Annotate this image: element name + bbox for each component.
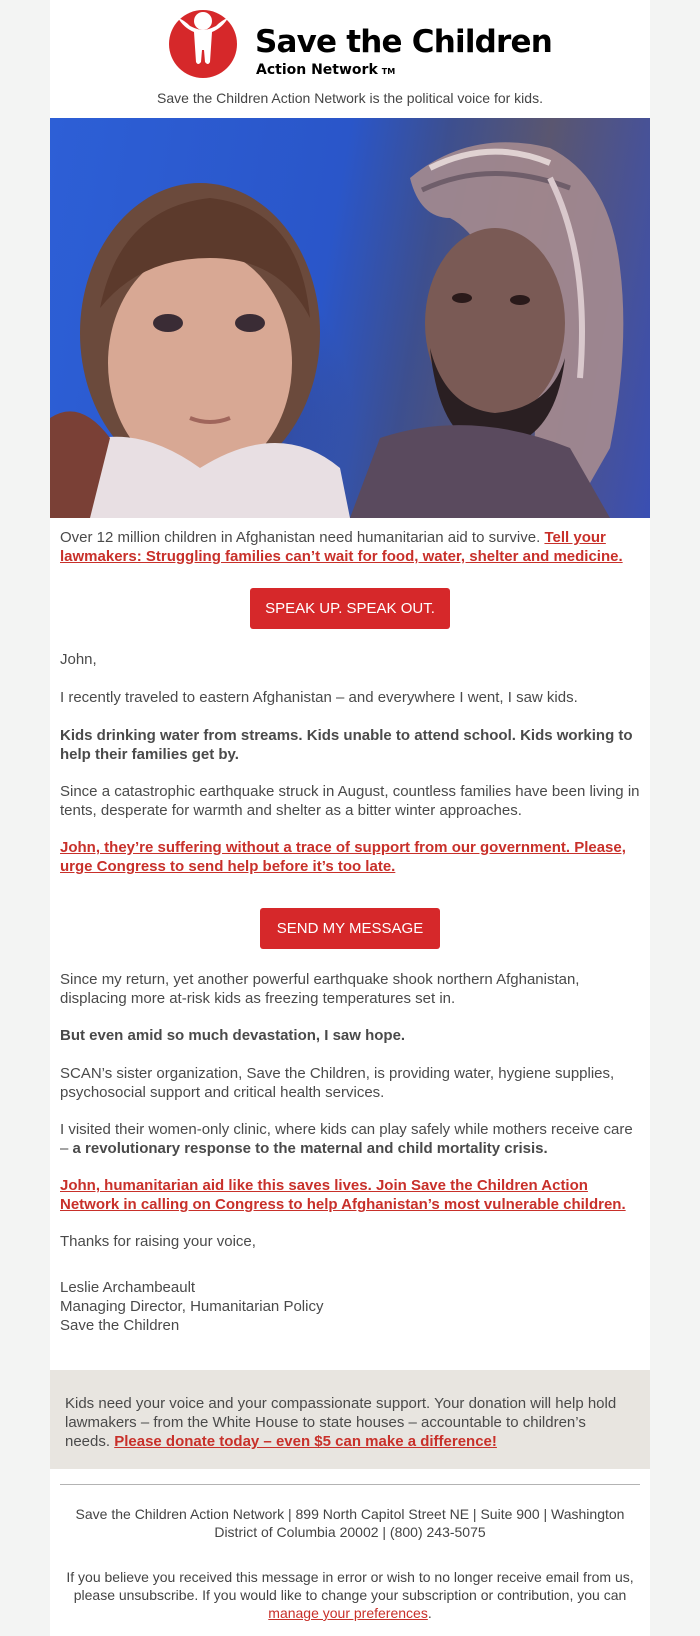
hero-image[interactable] — [50, 118, 650, 518]
letter-link-paragraph-2 — [60, 1176, 640, 1214]
donate-text: Kids need your voice and your compassionate support. Your donation will help hold lawmakers – from the White House to state houses – accountable to children’s needs. — [65, 1395, 617, 1450]
letter-greeting: John, — [60, 651, 97, 668]
clinic-bold-text: a revolutionary response to the maternal and child mortality crisis. — [72, 1140, 548, 1157]
letter-paragraph-travel: I recently traveled to eastern Afghanistan – and everywhere I went, I saw kids. — [60, 689, 578, 706]
clinic-text: I visited their women-only clinic, where kids can play safely while mothers receive care – — [60, 1121, 633, 1157]
unsubscribe-text: If you believe you received this message in error or wish to no longer receive email from us, please unsubscribe. If you would like to change your subscription or contribution, you can — [66, 1569, 634, 1603]
brand-subtitle-text: Action Network — [256, 62, 378, 78]
urge-congress-link[interactable]: John, they’re suffering without a trace of support from our government. Please, urge Congress to send help before it’s too late. — [60, 839, 626, 875]
letter-paragraph-clinic — [60, 1120, 640, 1158]
signature-org: Save the Children — [60, 1317, 180, 1334]
donate-paragraph — [65, 1394, 630, 1451]
intro-paragraph — [60, 528, 640, 566]
brand-subtitle — [256, 62, 395, 78]
signature-name: Leslie Archambeault — [60, 1279, 196, 1296]
signature-block — [60, 1278, 640, 1335]
donate-box — [50, 1370, 650, 1469]
signature-title: Managing Director, Humanitarian Policy — [60, 1298, 324, 1315]
speak-up-button-wrap — [60, 588, 640, 629]
letter-paragraph-hope: But even amid so much devastation, I saw hope. — [60, 1027, 406, 1044]
letter-paragraph-scan: SCAN’s sister organization, Save the Children, is providing water, hygiene supplies, psychosocial support and critical health services. — [60, 1065, 615, 1101]
letter-paragraph-return: Since my return, yet another powerful earthquake shook northern Afghanistan, displacing more at-risk kids as freezing temperatures set in. — [60, 971, 580, 1007]
email-header — [50, 0, 650, 118]
speak-up-button[interactable]: SPEAK UP. SPEAK OUT. — [250, 588, 450, 629]
save-the-children-logo-icon[interactable] — [168, 4, 238, 80]
footer-unsubscribe — [65, 1568, 635, 1622]
tagline: Save the Children Action Network is the political voice for kids. — [157, 90, 543, 106]
hero-photo-illustration — [50, 118, 650, 518]
donate-link[interactable]: Please donate today – even $5 can make a difference! — [114, 1433, 497, 1450]
footer-divider — [60, 1484, 640, 1485]
join-scan-link[interactable]: John, humanitarian aid like this saves lives. Join Save the Children Action Network in calling on Congress to help Afghanistan’s most vulnerable children. — [60, 1177, 626, 1213]
email-container — [50, 0, 650, 1636]
letter-paragraph-earthquake: Since a catastrophic earthquake struck in August, countless families have been living in tents, desperate for warmth and shelter as a bitter winter approaches. — [60, 783, 640, 819]
intro-text: Over 12 million children in Afghanistan need humanitarian aid to survive. — [60, 529, 545, 546]
intro-lawmakers-link[interactable]: Tell your lawmakers: Struggling families can’t wait for food, water, shelter and medicine. — [60, 529, 623, 565]
unsubscribe-period: . — [427, 1605, 432, 1621]
letter-link-paragraph-1 — [60, 838, 640, 876]
send-my-message-button[interactable]: SEND MY MESSAGE — [260, 908, 440, 949]
send-message-button-wrap — [60, 908, 640, 949]
brand-name: Save the Children — [255, 24, 553, 60]
footer-address: Save the Children Action Network | 899 North Capitol Street NE | Suite 900 | Washington District of Columbia 20002 | (800) 243-5075 — [75, 1506, 625, 1540]
letter-paragraph-kids: Kids drinking water from streams. Kids unable to attend school. Kids working to help their families get by. — [60, 727, 633, 763]
trademark-mark: TM — [381, 67, 396, 76]
letter-closing: Thanks for raising your voice, — [60, 1233, 256, 1250]
manage-preferences-link[interactable]: manage your preferences — [268, 1605, 428, 1621]
